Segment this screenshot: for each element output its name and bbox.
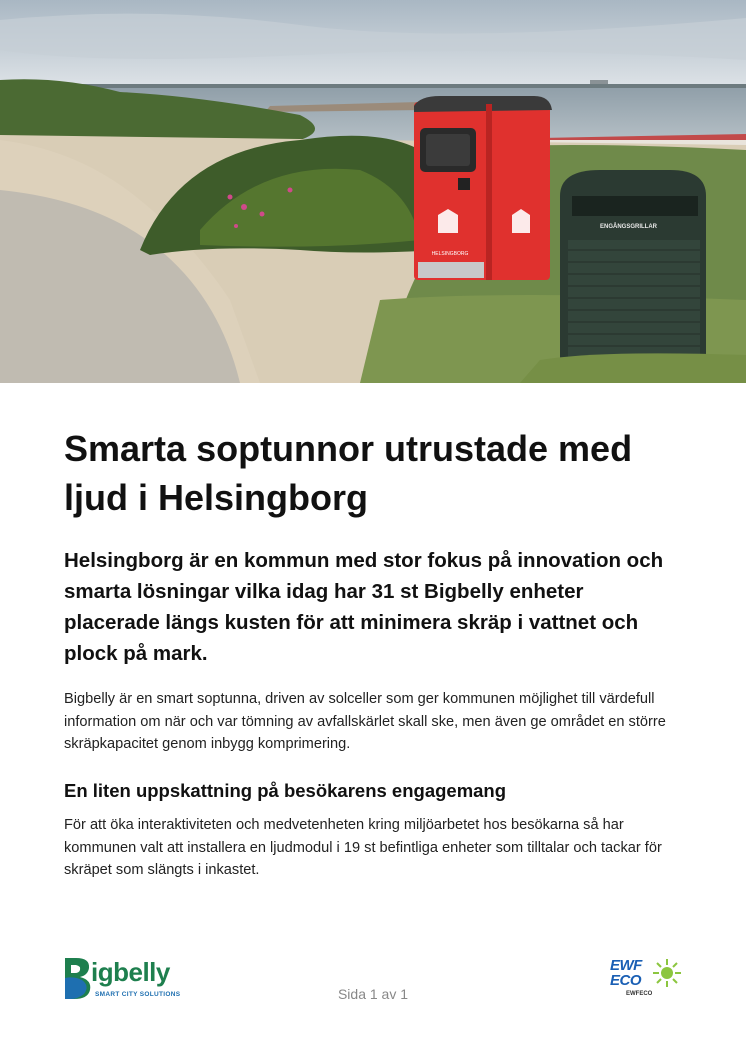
ewf-logo-line1: EWF: [610, 957, 642, 974]
sun-burst-icon: [652, 958, 682, 988]
bin-label: HELSINGBORG: [431, 251, 469, 257]
lead-paragraph: Helsingborg är en kommun med stor fokus på innovation och smarta lösningar vilka idag har 31 st Bigbelly enheter placerade längs kusten för att minimera skräp i vattnet och plock på mark.: [64, 549, 664, 665]
bigbelly-tagline: SMART CITY SOLUTIONS: [95, 991, 181, 998]
hero-photo: [0, 0, 746, 383]
intro-paragraph: Bigbelly är en smart soptunna, driven av solceller som ger kommunen möjlighet till värdefull information om när och var tömning av avfallskärlet skall ske, men även ge området en större skräpkapacitet genom inbygg komprimering.: [64, 691, 666, 752]
section-heading: En liten uppskattning på besökarens engagemang: [64, 780, 507, 801]
ewf-logo-small: EWFECO: [626, 991, 653, 997]
bigbelly-wordmark: igbelly: [91, 957, 170, 987]
beach-scene-illustration: [0, 0, 746, 383]
bin2-label: ENGÅNGSGRILLAR: [600, 224, 657, 230]
article-headline: Smarta soptunnor utrustade med ljud i Helsingborg: [64, 428, 633, 518]
section-paragraph: För att öka interaktiviteten och medvetenheten kring miljöarbetet hos besökarna så har kommunen valt att installera en ljudmodul i 19 st befintliga enheter som tilltalar och tackar för skräpet som slängts i inkastet.: [64, 817, 662, 878]
page-number: Sida 1 av 1: [337, 986, 409, 1002]
ewf-eco-logo: [608, 956, 688, 1002]
red-bin: [414, 96, 552, 280]
green-bin: [560, 170, 706, 372]
ewf-logo-line2: ECO: [610, 972, 642, 989]
